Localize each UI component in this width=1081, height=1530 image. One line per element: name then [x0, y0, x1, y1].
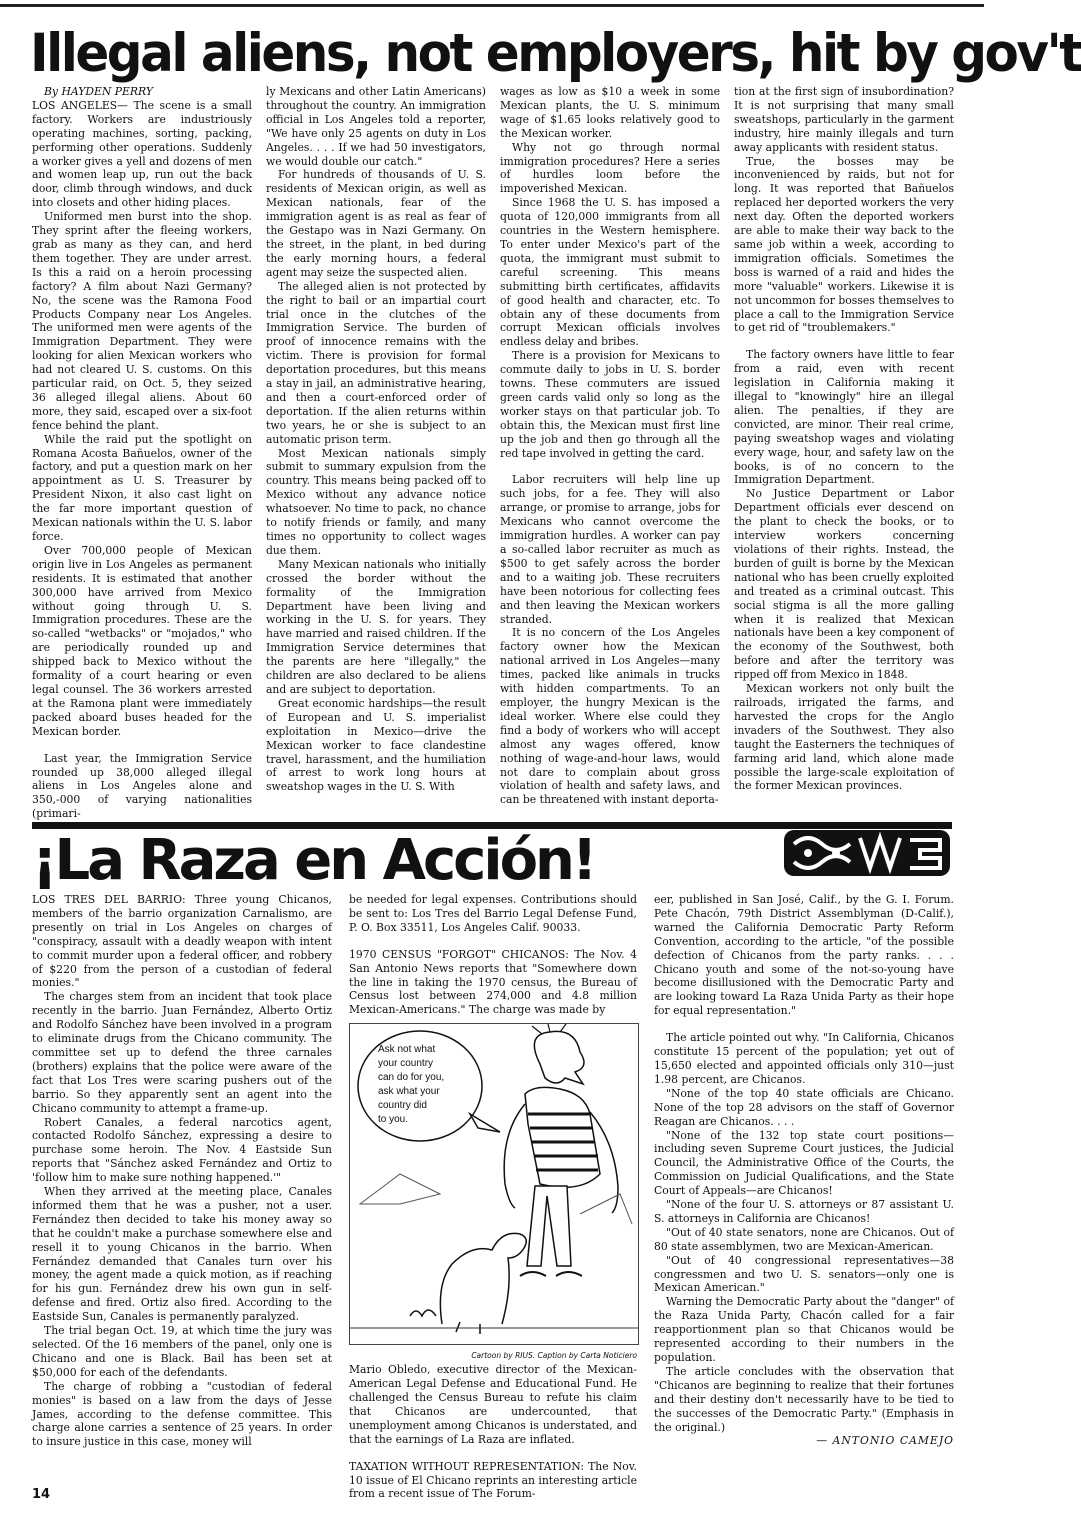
paragraph: "Out of 40 state senators, none are Chicanos. Out of 80 state assemblymen, two are Mexican-American.	[654, 1225, 954, 1253]
paragraph: "Out of 40 congressional representatives—38 congressmen and two U. S. senators—only one is Mexican American."	[654, 1253, 954, 1295]
article-column-1	[32, 85, 252, 821]
paragraph: LOS ANGELES— The scene is a small factory. Workers are industriously operating machines, sorting, packing, performing other operations. Suddenly a worker gives a yell and dozens of men and women leap up, run out the back door, climb through windows, and duck into closets and other hiding places.	[32, 98, 252, 210]
page-number: 14	[32, 1487, 51, 1502]
paragraph: Since 1968 the U. S. has imposed a quota of 120,000 immigrants from all countries in the Western hemisphere. To enter under Mexico's part of the quota, the immigrant must submit to careful screening. This means submitting birth certificates, affidavits of good health and character, etc. To obtain any of these documents from corrupt Mexican officials involves endless delay and bribes.	[500, 196, 720, 349]
paragraph: For hundreds of thousands of U. S. residents of Mexican origin, as well as Mexican nationals, fear of the immigration agent is as real as fear of the Gestapo was in Nazi Germany. On the street, in the plant, in bed during the early morning hours, a federal agent may seize the suspected alien.	[266, 168, 486, 279]
paragraph: The alleged alien is not protected by the right to bail or an impartial court trial once in the clutches of the Immigration Service. The burden of proof of innocence remains with the victim. There is provision for formal deportation procedures, but this means a stay in jail, an administrative hearing, and then a court-enforced order of deportation. If the alien returns within two years, he or she is subject to an automatic prison term.	[266, 279, 486, 446]
paragraph: No Justice Department or Labor Department officials ever descend on the plant to check the books, or to interview workers concerning violations of their rights. Instead, the burden of guilt is borne by the Mexican national who has been cruelly exploited and treated as a criminal outcast. This social stigma is all the more galling when it is realized that Mexican nationals have been a key component of the economy of the Southwest, both before and after the territory was ripped off from Mexico in 1848.	[734, 487, 954, 682]
paragraph: There is a provision for Mexicans to commute daily to jobs in U. S. border towns. These commuters are issued green cards valid only so long as the worker stays on that particular job. To obtain this, the Mexican must first line up the job and then go through all the red tape involved in getting the card.	[500, 349, 720, 460]
paragraph: Mario Obledo, executive director of the Mexican-American Legal Defense and Educational Fund. He challenged the Census Bureau to refute his claim that Chicanos are undercounted, that unemployment among Chicanos is understated, and that the earnings of La Raza are inflated.	[349, 1363, 637, 1446]
paragraph: Over 700,000 people of Mexican origin live in Los Angeles as permanent residents. It is estimated that another 300,000 have arrived from Mexico without going through U. S. Immigration procedures. These are the so-called "wetbacks" or "mojados," who are periodically rounded up and shipped back to Mexico without the formality of a court hearing or even legal counsel. The 36 workers arrested at the Ramona plant were immediately packed aboard buses headed for the Mexican border.	[32, 543, 252, 738]
paragraph: 1970 CENSUS "FORGOT" CHICANOS: The Nov. 4 San Antonio News reports that "Somewhere down the line in taking the 1970 census, the Bureau of Census lost between 274,000 and 4.8 million Mexican-Americans." The charge was made by	[349, 947, 637, 1017]
paragraph: The article pointed out why. "In California, Chicanos constitute 15 percent of the population; yet out of 15,650 elected and appointed officials only 310—just 1.98 percent, are Chicanos.	[654, 1031, 954, 1086]
cartoon-balloon-line: Ask not what	[378, 1044, 436, 1056]
article-column-2	[266, 85, 486, 821]
paragraph: eer, published in San José, Calif., by the G. I. Forum. Pete Chacón, 79th District Assemblyman (D-Calif.), warned the California Democratic Party Reform Convention, according to the article, "of the possible defection of Chicanos from the party ranks. . . . Chicano youth and some of the not-so-young have become disillusioned with the Democratic Party and are looking toward La Raza Unida Party as their hope for equal representation."	[654, 893, 954, 1018]
paragraph: Robert Canales, a federal narcotics agent, contacted Rodolfo Sánchez, expressing a desire to purchase some heroin. The Nov. 4 Eastside Sun reports that "Sánchez asked Fernández and Ortiz to 'follow him to make sure nothing happened.'"	[32, 1115, 332, 1185]
author-signature: — ANTONIO CAMEJO	[816, 1434, 954, 1448]
paragraph: be needed for legal expenses. Contributions should be sent to: Los Tres del Barrio Legal Defense Fund, P. O. Box 33511, Los Angeles Calif. 90033.	[349, 893, 637, 934]
paragraph: Uniformed men burst into the shop. They sprint after the fleeing workers, grab as many as they can, and herd them together. They are under arrest. Is this a raid on a heroin processing factory? A film about Nazi Germany? No, the scene was the Ramona Food Products Company near Los Angeles. The uniformed men were agents of the Immigration Department. They were looking for alien Mexican workers who had not cleared U. S. customs. On this particular raid, on Oct. 5, they seized 36 alleged illegal aliens. About 60 more, they said, escaped over a six-foot fence behind the plant.	[32, 210, 252, 432]
raza-column-3	[654, 893, 954, 1501]
paragraph: While the raid put the spotlight on Romana Acosta Bañuelos, owner of the factory, and put a question mark on her appointment as U. S. Treasurer by President Nixon, it also cast light on the far more important question of Mexican nationals within the U. S. labor force.	[32, 432, 252, 543]
article-column-3	[500, 85, 720, 821]
paragraph: It is no concern of the Los Angeles factory owner how the Mexican national arrived in Los Angeles—many times, packed like animals in trucks with hidden compartments. To an employer, the hungry Mexican is the ideal worker. Where else could they find a body of workers who will accept almost any wages offered, know nothing of wage-and-hour laws, would not dare to complain about gross violation of health and safety laws, and can be threatened with instant deporta-	[500, 626, 720, 807]
paragraph: When they arrived at the meeting place, Canales informed them that he was a pusher, not a user. Fernández then decided to take his money away so that he couldn't make a purchase somewhere else and resell it to young Chicanos in the barrio. When Fernández demanded that Canales turn over his money, the agent made a quick motion, as if reaching for his gun. Fernández drew his own gun in self-defense and fired. Ortiz also fired. According to the Eastside Sun, Canales is permanently paralyzed.	[32, 1185, 332, 1324]
paragraph: LOS TRES DEL BARRIO: Three young Chicanos, members of the barrio organization Carnalismo, are presently on trial in Los Angeles on charges of "conspiracy, assault with a deadly weapon with intent to commit murder upon a federal officer, and robbery of $220 from the person of a custodian of federal monies."	[32, 893, 332, 990]
paragraph: Mexican workers not only built the railroads, irrigated the farms, and harvested the crops for the Anglo invaders of the Southwest. They also taught the Easterners the techniques of farming arid land, which alone made possible the large-scale exploitation of the former Mexican provinces.	[734, 682, 954, 793]
cartoon-balloon-line: ask what your	[378, 1086, 440, 1098]
cartoon-balloon-line: to you.	[378, 1114, 409, 1126]
paragraph: The trial began Oct. 19, at which time the jury was selected. Of the 16 members of the panel, only one is Chicano and one is Black. Bail has been set at $50,000 for each of the defendants.	[32, 1324, 332, 1379]
paragraph: TAXATION WITHOUT REPRESENTATION: The Nov. 10 issue of El Chicano reprints an interesting article from a recent issue of The Forum-	[349, 1459, 637, 1501]
paragraph: tion at the first sign of insubordination? It is not surprising that many small sweatshops, particularly in the garment industry, hire mainly illegals and turn away applicants with resident status.	[734, 85, 954, 154]
paragraph: Labor recruiters will help line up such jobs, for a fee. They will also arrange, or promise to arrange, jobs for Mexicans who cannot overcome the immigration hurdles. A worker can pay a so-called labor recruiter as much as $500 to get safely across the border and to a waiting job. These recruiters have been notorious for collecting fees and then leaving the Mexican workers stranded.	[500, 473, 720, 626]
paragraph: Warning the Democratic Party about the "danger" of the Raza Unida Party, Chacón called for a fair reapportionment plan so that Chicanos would be represented according to their numbers in the population.	[654, 1295, 954, 1364]
paragraph: Great economic hardships—the result of European and U. S. imperialist exploitation in Mexico—drive the Mexican worker to face clandestine travel, harassment, and the humiliation of arrest to work long hours at sweatshop wages in the U. S. With	[266, 696, 486, 794]
cartoon-balloon-line: can do for you,	[378, 1072, 445, 1084]
paragraph: wages as low as $10 a week in some Mexican plants, the U. S. minimum wage of $1.65 looks relatively good to the Mexican worker.	[500, 85, 720, 140]
section-title: ¡La Raza en Acción!	[32, 828, 595, 893]
paragraph: The charges stem from an incident that took place recently in the barrio. Juan Fernández, Alberto Ortiz and Rodolfo Sánchez have been involved in a program to eliminate drugs from the Chicano community. The committee set up to defend the three carnales (brothers) explains that the police were aware of the fact that Los Tres were scaring pushers out of the barrio. So they apparently sent an agent into the Chicano community to attempt a frame-up.	[32, 990, 332, 1115]
raza-column-2	[349, 893, 637, 1501]
cartoon-credit: Cartoon by RIUS. Caption by Carta Noticiero	[471, 1351, 637, 1361]
headline: Illegal aliens, not employers, hit by gov't	[30, 22, 1081, 84]
paragraph: "None of the top 40 state officials are Chicano. None of the top 28 advisors on the staff of Governor Reagan are Chicanos. . . .	[654, 1086, 954, 1128]
paragraph: "None of the 132 top state court positions—including seven Supreme Court justices, the Judicial Council, the Administrative Office of the Courts, the Commission on Judicial Qualifications, and the State Court of Appeals—are Chicanos!	[654, 1128, 954, 1198]
paragraph: Most Mexican nationals simply submit to summary expulsion from the country. This means being packed off to Mexico without any advance notice whatsoever. No time to pack, no chance to notify friends or family, and many times no opportunity to collect wages due them.	[266, 446, 486, 557]
paragraph: ly Mexicans and other Latin Americans) throughout the country. An immigration official in Los Angeles told a reporter, "We have only 25 agents on duty in Los Angeles. . . . If we had 50 investigators, we would double our catch."	[266, 85, 486, 168]
byline: By HAYDEN PERRY	[44, 85, 153, 98]
paragraph: Why not go through normal immigration procedures? Here a series of hurdles loom before the impoverished Mexican.	[500, 140, 720, 196]
cartoon-balloon-line: your country	[378, 1058, 434, 1070]
paragraph: Many Mexican nationals who initially crossed the border without the formality of the Immigration Department have been living and working in the U. S. for years. They have married and raised children. If the Immigration Service determines that the parents are here "illegally," the children are also declared to be aliens and are subject to deportation.	[266, 557, 486, 696]
article-column-4	[734, 85, 954, 821]
paragraph: The article concludes with the observation that "Chicanos are beginning to realize that their fortunes and their destiny don't necessarily have to be tied to the successes of the Democratic Party." (Emphasis in the original.)	[654, 1364, 954, 1434]
top-border-rule	[0, 4, 984, 7]
cartoon	[349, 1023, 639, 1345]
article-illegal-aliens	[32, 85, 954, 821]
aztec-glyph-logo	[782, 824, 952, 882]
paragraph: "None of the four U. S. attorneys or 87 assistant U. S. attorneys in California are Chicanos!	[654, 1198, 954, 1225]
paragraph: The factory owners have little to fear from a raid, even with recent legislation in California making it illegal to "knowingly" hire an illegal alien. The penalties, if they are convicted, are minor. Their real crime, paying sweatshop wages and violating every wage, hour, and safety law on the books, is of no concern to the Immigration Department.	[734, 348, 954, 487]
raza-column-1	[32, 893, 332, 1501]
cartoon-balloon-line: country did	[378, 1100, 427, 1112]
paragraph: The charge of robbing a "custodian of federal monies" is based on a law from the days of Jesse James, according to the defense committee. This charge alone carries a sentence of 25 years. In order to insure justice in this case, money will	[32, 1379, 332, 1449]
paragraph: Last year, the Immigration Service rounded up 38,000 alleged illegal aliens in Los Angeles alone and 350,-000 of varying nationalities (primari-	[32, 751, 252, 821]
paragraph: True, the bosses may be inconvenienced by raids, but not for long. It was reported that Bañuelos replaced her deported workers the very next day. Often the deported workers are able to make their way back to the same job within a week, according to immigration officials. Sometimes the boss is warned of a raid and hides the more "valuable" workers. Likewise it is not uncommon for bosses themselves to place a call to the Immigration Service to get rid of "troublemakers."	[734, 154, 954, 335]
